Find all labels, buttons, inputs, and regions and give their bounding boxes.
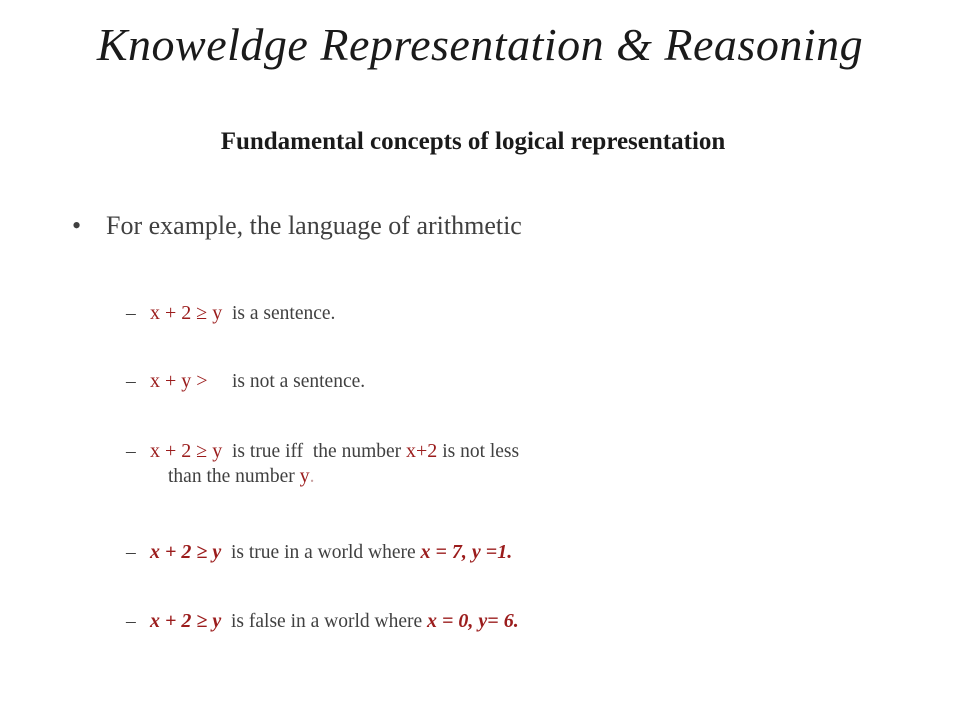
period: . <box>309 466 315 487</box>
math-expression-inline: x = 7, y =1. <box>420 541 513 563</box>
slide-title: Knoweldge Representation & Reasoning <box>96 19 864 70</box>
dash-marker: – <box>126 303 136 324</box>
sub-bullet-3 <box>126 439 519 489</box>
bullet-point <box>72 211 522 241</box>
item-text: is false in a world where <box>221 611 428 632</box>
dash-marker: – <box>126 441 136 462</box>
item-text: is a sentence. <box>222 303 336 324</box>
math-expression: x + 2 ≥ y <box>150 610 222 632</box>
sub-bullet-5 <box>126 609 519 634</box>
item-text: is true iff the number <box>222 441 407 462</box>
dash-marker: – <box>126 542 136 563</box>
bullet-text: For example, the language of arithmetic <box>106 211 522 240</box>
item-continuation <box>126 464 519 489</box>
bullet-marker: • <box>72 211 82 240</box>
slide-subtitle: Fundamental concepts of logical representation <box>220 128 726 155</box>
item-text-cont: is not less <box>437 441 520 462</box>
math-expression-inline: x+2 <box>406 440 438 462</box>
sub-bullet-4 <box>126 540 512 565</box>
math-expression-inline: y <box>299 465 310 487</box>
math-expression-inline: x = 0, y= 6. <box>427 610 519 632</box>
math-expression: x + 2 ≥ y <box>150 440 223 462</box>
math-expression: x + 2 ≥ y <box>150 541 222 563</box>
sub-bullet-2 <box>126 369 365 394</box>
sub-bullet-1 <box>126 301 335 326</box>
item-text: is not a sentence. <box>207 371 366 392</box>
dash-marker: – <box>126 371 136 392</box>
math-expression: x + y > <box>150 370 208 392</box>
math-expression: x + 2 ≥ y <box>150 302 223 324</box>
dash-marker: – <box>126 611 136 632</box>
item-text-line2: than the number <box>168 466 300 487</box>
item-text: is true in a world where <box>221 542 421 563</box>
